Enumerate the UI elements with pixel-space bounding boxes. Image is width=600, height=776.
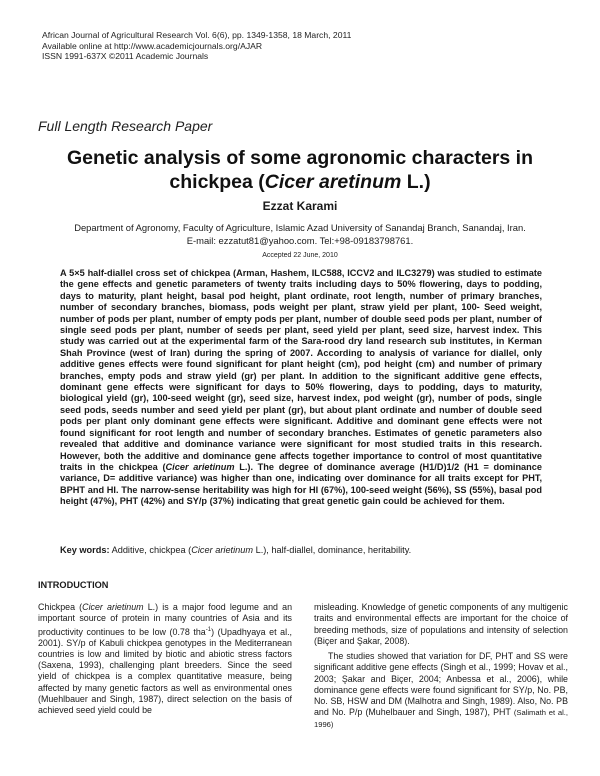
affiliation [40, 222, 560, 247]
affiliation-contact: E-mail: ezzatut81@yahoo.com. Tel:+98-09183798761. [186, 234, 414, 246]
intro-text-a: Chickpea ( [38, 602, 83, 612]
affiliation-department: Department of Agronomy, Faculty of Agriculture, Islamic Azad University of Sanandaj Branch, Sanandaj, Iran. [74, 222, 526, 233]
paper-title [40, 146, 560, 194]
abstract [60, 268, 542, 508]
title-line2: chickpea ( [169, 171, 265, 193]
intro-paragraph-3 [314, 651, 568, 730]
intro-text-c: ) (Upadhyaya et al., 2001). SY/p of Kabuli chickpea genotypes in the Mediterranean countries is low and limited by biotic and abiotic stress factors (Saxena, 1993), challenging plant breeders. Since the seed yield of chickpea is a complex quantitative measure, being affected by many genetic factors as well as environmental ones (Muehlbauer and Singh, 1987), direct selection on the basis of achieved seed yield could be [38, 626, 292, 716]
paper-type: Full Length Research Paper [38, 118, 213, 134]
keywords [60, 545, 550, 555]
keywords-species: Cicer arietinum [191, 545, 254, 555]
intro-right-column [314, 602, 568, 730]
journal-issn: ISSN 1991-637X ©2011 Academic Journals [42, 51, 209, 61]
author-name: Ezzat Karami [262, 199, 338, 213]
title-species: Cicer aretinum [264, 171, 402, 193]
intro-citation-small: (Salimath et al., 1996) [314, 708, 569, 729]
keywords-text-1: Additive, chickpea ( [109, 545, 192, 555]
abstract-text-1: A 5×5 half-diallel cross set of chickpea (Arman, Hashem, ILC588, ICCV2 and ILC3279) was studied to estimate the gene effects and genetic parameters of twenty traits including days to 50% flowering, days to podding, days to maturity, plant height, basal pod height, plant ordinate, root length, number of primary branches, number of secondary branches, biomass, pods weight per plant, straw yield per plant, 100- Seed weight, number of pods per plant, number of empty pods per plant, number of double seed pods per plant, number of single seed pods per plant, number of seeds per plant, seed yield per plant, seed size, harvest index. This study was carried out at the experimental farm of the Sara-rood dry land research sub institutes, in Kerman Shah Province (west of Iran) during the spring of 2007. According to analysis of variance for diallel, only additive genes effects were found significant for plant height (cm), pod height (cm) and number of primary branches, empty pods and straw yield (gr) per plant. In addition to the significant additive gene effects, dominant gene effects were significant for days to 50% flowering, days to podding, days to maturity, biological yield (gr), 100-seed weight (gr), seed size, harvest index, pod weight (gr), number of pods, single seed pods, seeds number and seed yield per plant (gr), but about plant ordinate and number of double seed pods per plant only dominant gene effects were significant. Additive and dominant gene effects were not found significant for root length and number of secondary branches. Estimates of genetic parameters also revealed that additive and dominance variance were significant for most studied traits in this research. However, both the additive and dominance gene affects together importance to control of most quantitative traits in the chickpea ( [60, 268, 542, 472]
journal-citation: African Journal of Agricultural Research Vol. 6(6), pp. 1349-1358, 18 March, 2011 [42, 30, 352, 40]
intro-paragraph-2: misleading. Knowledge of genetic components of any multigenic traits and environmental effects are important for the choice of breeding methods, size of populations and intensity of selection (Biçer and Şakar, 2008). [314, 602, 568, 646]
title-end: L.) [401, 171, 431, 193]
keywords-text-2: L.), half-diallel, dominance, heritability. [253, 545, 412, 555]
intro-text-b: L.) is a major food legume and an important source of protein in many countries of Asia and its productivity continues to be low (0.78 tha [38, 602, 293, 637]
abstract-text-2: L.). The degree of dominance average (H1/D)1/2 (H1 = dominance variance, D= additive variance) was higher than one, indicating over dominance for all traits except for PHT, BPHT and HI. The narrow-sense heritability was high for HI (67%), 100-seed weight (56%), SS (55%), basal pod height (47%), PHT (42%) and SY/p (37%) indicating that great genetic gain could be achieved for them. [60, 461, 542, 507]
title-line1: Genetic analysis of some agronomic characters in [66, 147, 533, 169]
keywords-label: Key words: [60, 545, 110, 555]
introduction-heading: INTRODUCTION [38, 580, 109, 590]
abstract-species: Cicer arietinum [165, 461, 235, 472]
journal-header [42, 30, 351, 62]
intro-text-d: The studies showed that variation for DF, PHT and SS were significant additive gene effects (Singh et al., 1999; Hovav et al., 2003; Şakar and Biçer, 2004; Anbessa et al., 2006), while dominance gene effects were found significant for SY/p, No. PB, No. SB, HSW and DM (Malhotra and Singh, 1989). Also, No. PB and No. P/p (Muhelbauer and Singh, 1987), PHT [314, 651, 568, 718]
intro-left-column [38, 602, 292, 716]
journal-url: Available online at http://www.academicjournals.org/AJAR [42, 40, 263, 51]
intro-superscript: -1 [205, 626, 212, 633]
intro-species: Cicer arietinum [82, 602, 144, 612]
accepted-date: Accepted 22 June, 2010 [262, 252, 338, 259]
intro-paragraph-1 [38, 602, 292, 716]
